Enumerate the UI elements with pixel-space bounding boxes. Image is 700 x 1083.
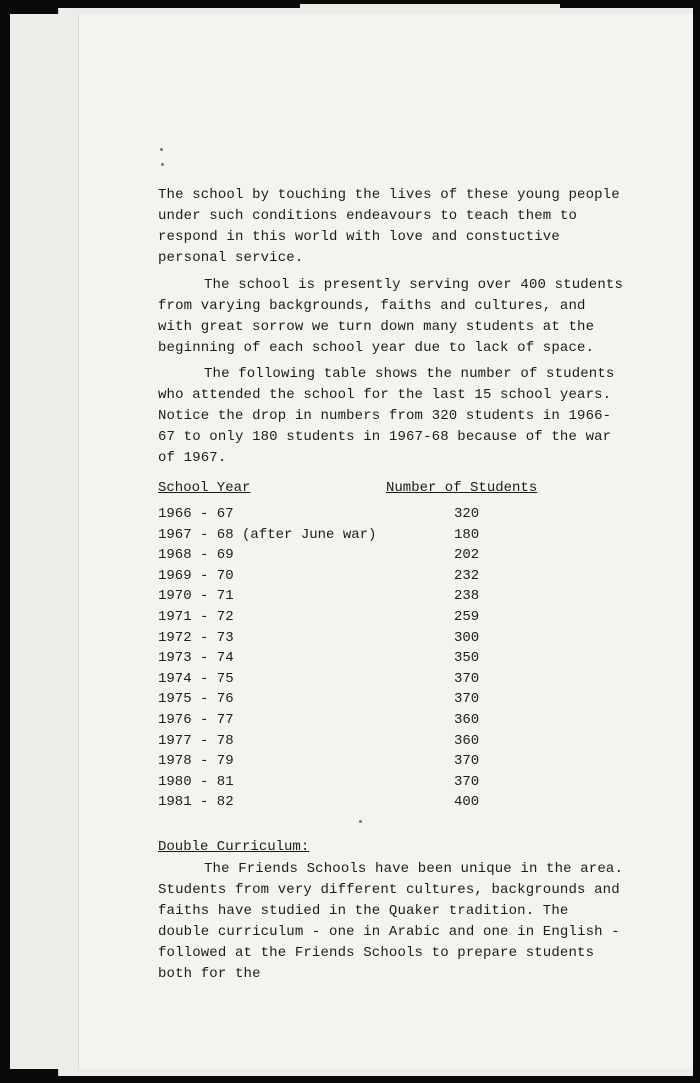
student-count-cell: 400 xyxy=(454,794,480,811)
school-year-cell: 1966 - 67 xyxy=(158,506,234,522)
school-year-cell: 1976 - 77 xyxy=(158,711,234,728)
body-text xyxy=(158,185,628,269)
school-year-cell: 1971 - 72 xyxy=(158,608,234,625)
body-text xyxy=(158,859,628,985)
student-count-cell: 370 xyxy=(454,670,480,687)
table-intro-paragraph: The following table shows the number of students who attended the school for the last 15 school years. Notice the drop in numbers from 320 students in 1966-67 to only 180 students in 1967-68 because of the war of 1967. xyxy=(158,366,615,466)
school-year-cell: 1978 - 79 xyxy=(158,753,234,770)
serving-paragraph: The school is presently serving over 400 students from varying backgrounds, faiths and cultures, and with great sorrow we turn down many students at the beginning of each school year due to lack of space. xyxy=(158,277,624,356)
double-curriculum-paragraph: The Friends Schools have been unique in the area. Students from very different cultures, backgrounds and faiths have studied in the Quaker tradition. The double curriculum - one in Arabic and one in English - followed at the Friends Schools to prepare students both for the xyxy=(158,861,624,982)
table-row xyxy=(158,794,628,815)
student-count-cell: 350 xyxy=(454,650,480,667)
student-count-cell: 300 xyxy=(454,629,480,646)
table-row xyxy=(158,753,628,774)
table-row xyxy=(158,609,628,630)
ink-speck xyxy=(359,820,362,823)
student-count-cell: 259 xyxy=(454,608,480,625)
student-count-cell: 180 xyxy=(454,526,480,543)
student-count-cell: 320 xyxy=(454,506,480,522)
table-row xyxy=(158,671,628,692)
school-year-cell: 1977 - 78 xyxy=(158,732,234,749)
ink-speck xyxy=(161,163,164,166)
body-text xyxy=(158,364,628,469)
school-year-cell: 1969 - 70 xyxy=(158,567,234,584)
table-row xyxy=(158,712,628,733)
section-heading: Double Curriculum: xyxy=(158,839,310,855)
table-row xyxy=(158,733,628,754)
ink-speck xyxy=(160,148,163,151)
student-count-cell: 370 xyxy=(454,753,480,770)
school-year-cell: 1975 - 76 xyxy=(158,691,234,708)
school-year-cell: 1970 - 71 xyxy=(158,588,234,605)
column-header-year: School Year xyxy=(158,480,251,496)
table-row xyxy=(158,630,628,651)
school-year-cell: 1981 - 82 xyxy=(158,794,234,811)
student-count-cell: 370 xyxy=(454,691,480,708)
school-year-cell: 1973 - 74 xyxy=(158,650,234,667)
body-text xyxy=(158,275,628,359)
table-row xyxy=(158,774,628,795)
table-row xyxy=(158,568,628,589)
table-row xyxy=(158,691,628,712)
page-fold xyxy=(10,14,79,1069)
intro-paragraph: The school by touching the lives of these young people under such conditions endeavours to teach them to respond in this world with love and constuctive personal service. xyxy=(158,187,620,266)
column-header-students: Number of Students xyxy=(386,480,538,496)
student-count-cell: 360 xyxy=(454,711,480,728)
student-count-cell: 360 xyxy=(454,732,480,749)
student-count-cell: 238 xyxy=(454,588,480,605)
student-count-cell: 202 xyxy=(454,547,480,564)
enrollment-table xyxy=(158,506,628,815)
student-count-cell: 232 xyxy=(454,567,480,584)
school-year-cell: 1980 - 81 xyxy=(158,773,234,790)
student-count-cell: 370 xyxy=(454,773,480,790)
table-header xyxy=(158,480,628,502)
school-year-cell: 1974 - 75 xyxy=(158,670,234,687)
table-row xyxy=(158,650,628,671)
table-row xyxy=(158,527,628,548)
table-row xyxy=(158,547,628,568)
school-year-cell: 1968 - 69 xyxy=(158,547,234,564)
school-year-cell: 1972 - 73 xyxy=(158,629,234,646)
table-row xyxy=(158,506,628,527)
table-row xyxy=(158,588,628,609)
school-year-cell: 1967 - 68 (after June war) xyxy=(158,526,377,543)
